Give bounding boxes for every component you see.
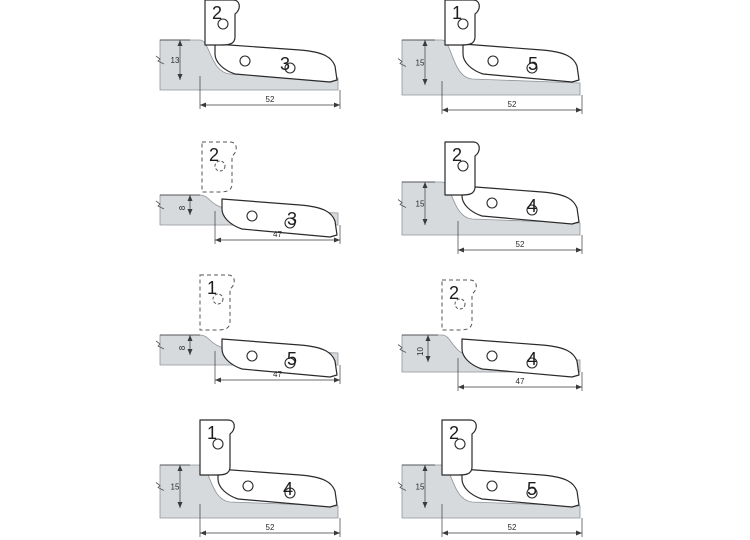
knife-number: 2 — [448, 283, 460, 303]
dimension-arrow — [576, 385, 582, 390]
blade-body — [462, 469, 579, 507]
width-dimension-label: 52 — [507, 523, 517, 532]
height-dimension-label: 8 — [178, 345, 187, 351]
blade-hole — [487, 481, 497, 491]
blade-number: 3 — [279, 54, 291, 74]
blade-number: 5 — [286, 349, 298, 369]
knife-number: 2 — [211, 3, 223, 23]
dimension-arrow — [215, 238, 221, 243]
blade-hole — [487, 198, 497, 208]
blade-body — [463, 44, 579, 82]
blade-hole — [247, 211, 257, 221]
blade-number: 4 — [282, 479, 294, 499]
dimension-arrow — [200, 531, 206, 536]
width-dimension-label: 47 — [273, 230, 282, 239]
knife-number: 2 — [451, 145, 463, 165]
blade-number: 5 — [527, 54, 539, 74]
dimension-arrow — [334, 378, 340, 383]
dimension-arrow — [576, 248, 582, 253]
blade-number: 5 — [526, 479, 538, 499]
width-dimension-label: 47 — [515, 377, 525, 386]
profile-panel — [398, 280, 582, 391]
width-dimension-label: 52 — [265, 523, 275, 532]
profile-panel — [156, 420, 340, 537]
profile-panel — [156, 275, 340, 384]
dimension-arrow — [334, 238, 340, 243]
height-dimension-label: 15 — [415, 58, 425, 68]
profile-panel — [156, 142, 340, 244]
knife-number: 1 — [206, 278, 218, 298]
width-dimension-label: 52 — [507, 100, 517, 109]
blade-hole — [488, 56, 498, 66]
height-dimension-label: 13 — [170, 56, 180, 65]
height-dimension-label: 8 — [178, 205, 187, 211]
height-dimension-label: 15 — [170, 482, 180, 492]
knife-body — [442, 280, 476, 330]
blade-hole — [247, 351, 257, 361]
profile-panel — [156, 0, 340, 109]
dimension-arrow — [576, 531, 582, 536]
dimension-arrow — [200, 103, 206, 108]
dimension-arrow — [458, 248, 464, 253]
blade-hole — [243, 481, 253, 491]
width-dimension-label: 47 — [273, 370, 282, 379]
profile-panel — [398, 420, 582, 537]
blade-body — [462, 186, 579, 224]
dimension-arrow — [334, 531, 340, 536]
dimension-arrow — [442, 531, 448, 536]
height-dimension-label: 15 — [415, 482, 425, 492]
width-dimension-label: 52 — [515, 240, 525, 249]
blade-number: 4 — [526, 349, 538, 369]
dimension-arrow — [576, 108, 582, 113]
height-dimension-label: 10 — [416, 347, 425, 356]
blade-body — [218, 469, 337, 507]
knife-number: 2 — [448, 423, 460, 443]
profile-panel — [398, 0, 582, 114]
width-dimension-label: 52 — [265, 95, 275, 104]
knife-body — [200, 275, 234, 330]
dimension-arrow — [442, 108, 448, 113]
knife-number: 1 — [206, 423, 218, 443]
dimension-arrow — [334, 103, 340, 108]
dimension-arrow — [215, 378, 221, 383]
height-dimension-label: 15 — [415, 199, 425, 209]
blade-hole — [487, 351, 497, 361]
knife-body — [202, 142, 236, 192]
blade-number: 4 — [526, 196, 538, 216]
blade-number: 3 — [286, 209, 298, 229]
dimension-arrow — [458, 385, 464, 390]
knife-number: 2 — [208, 145, 220, 165]
blade-hole — [240, 56, 250, 66]
knife-number: 1 — [451, 3, 463, 23]
profile-panel — [398, 142, 582, 254]
